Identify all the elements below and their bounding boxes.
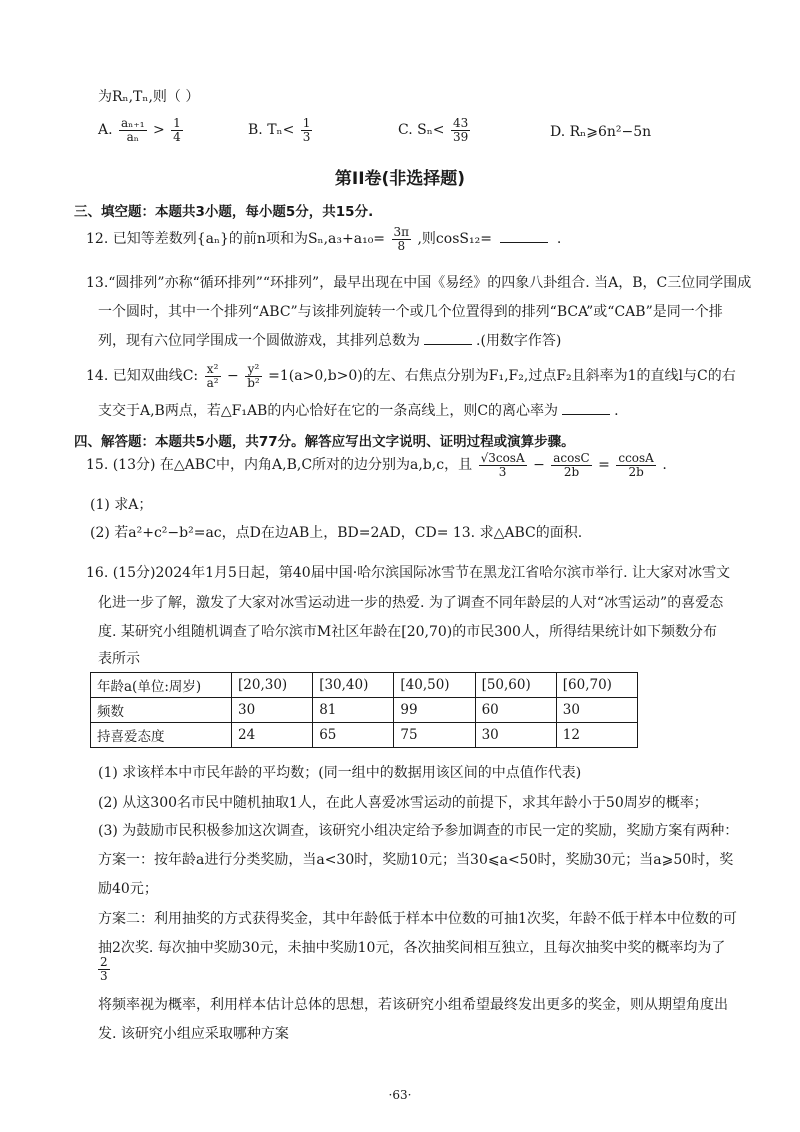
q16-plan-2-a: 方案二：利用抽奖的方式获得奖金，其中年龄低于样本中位数的可抽1次奖，年龄不低于样本中位数的可 [98, 911, 737, 927]
q16-sub-1: (1) 求该样本中市民年龄的平均数；(同一组中的数据用该区间的中点值作代表) [98, 765, 582, 781]
table-cell: 99 [394, 698, 475, 723]
q12-answer-blank[interactable] [500, 241, 548, 243]
option-a-rhs-fraction: $\frac{1}{4}$ [173, 116, 181, 144]
table-header-row [91, 673, 638, 698]
page-number: ·63· [388, 1088, 412, 1102]
q11-option-a[interactable] [98, 117, 185, 143]
q11-tail: 为Rₙ,Tₙ,则（ ） [98, 89, 200, 105]
option-a-fraction: $\frac{\text{aₙ₊₁}}{\text{aₙ}}$ [121, 116, 145, 144]
q16-final-a: 将频率视为概率，利用样本估计总体的思想，若该研究小组希望最终发出更多的奖金，则从期望角度出 [98, 997, 728, 1013]
table-cell: 30 [232, 698, 313, 723]
option-c-text: Sₙ< [417, 122, 445, 139]
q16-line-2: 化进一步了解，激发了大家对冰雪运动进一步的热爱. 为了调查不同年龄层的人对“冰雪运动”的喜爱态 [98, 595, 724, 611]
q15-fraction-1: $\frac{√3\cos A}{3}$ [480, 451, 525, 479]
q16-sub-3: (3) 为鼓励市民积极参加这次调查，该研究小组决定给予参加调查的市民一定的奖励，奖励方案有两种： [98, 823, 739, 839]
question-14-line-1: 14. 已知双曲线C: $\frac{\text{x²}}{\text{a²}}$ − $\frac{\text{y²}}{\text{b²}}$ =1(a>0,b>0)的左、右焦点分别为F₁,F₂,过点F₂且斜率为1的直线l与C的右 [86, 362, 736, 390]
frequency-table [90, 672, 638, 748]
option-c-fraction: $\frac{43}{39}$ [452, 116, 469, 144]
table-cell: 频数 [91, 698, 232, 723]
q13-answer-blank[interactable] [424, 343, 472, 345]
q16-sub-2: (2) 从这300名市民中随机抽取1人，在此人喜爱冰雪运动的前提下，求其年龄小于50周岁的概率； [98, 795, 708, 811]
q14-answer-blank[interactable] [562, 413, 610, 415]
q14-y-fraction: $\frac{\text{y²}}{\text{b²}}$ [247, 362, 260, 390]
q16-plan-1-b: 励40元； [98, 881, 158, 897]
table-cell: 24 [232, 723, 313, 748]
table-cell: 持喜爱态度 [91, 723, 232, 748]
q12-stem: 12. 已知等差数列{aₙ}的前n项和为Sₙ,a₃+a₁₀= [86, 231, 386, 248]
q11-option-b[interactable] [248, 117, 314, 143]
table-header-cell: [40,50) [394, 673, 475, 698]
q11-option-c[interactable] [398, 117, 472, 143]
q13-line-2: 一个圆时，其中一个排列“ABC”与该排列旋转一个或几个位置得到的排列“BCA”或“CAB”是同一个排 [98, 304, 723, 320]
option-b-fraction: $\frac{1}{3}$ [302, 116, 311, 144]
option-b-text: Tₙ< [267, 122, 295, 139]
q15-fraction-2: $\frac{acosC}{2b}$ [553, 451, 590, 479]
q13-line-1: 13.“圆排列”亦称“循环排列”“环排列”，最早出现在中国《易经》的四象八卦组合. 当A，B，C三位同学围成 [86, 275, 752, 291]
table-header-cell: 年龄a(单位:周岁) [91, 673, 232, 698]
table-row [91, 723, 638, 748]
q14-x-fraction: $\frac{\text{x²}}{\text{a²}}$ [206, 362, 219, 390]
option-b-label: B. [248, 122, 263, 139]
q12-ask: ,则cosS₁₂= [417, 231, 492, 248]
option-c-label: C. [398, 122, 413, 139]
q16-line-3: 度. 某研究小组随机调查了哈尔滨市M社区年龄在[20,70)的市民300人，所得结果统计如下频数分布 [98, 624, 717, 640]
q15-fraction-3: $\frac{ccosA}{2b}$ [618, 451, 654, 479]
q16-line-1: 16. (15分)2024年1月5日起，第40届中国·哈尔滨国际冰雪节在黑龙江省哈尔滨市举行. 让大家对冰雪文 [86, 565, 731, 581]
table-cell: 30 [475, 723, 556, 748]
part3-heading: 三、填空题：本题共3小题，每小题5分，共15分. [74, 204, 374, 220]
q16-probability-fraction: $\frac{2}{3}$ [100, 955, 108, 983]
q12-fraction: $\frac{3\pi}{8}$ [393, 225, 410, 253]
table-cell: 75 [394, 723, 475, 748]
table-cell: 81 [313, 698, 394, 723]
question-15-stem: 15. (13分) 在△ABC中，内角A,B,C所对的边分别为a,b,c，且 $\frac{√3\cos A}{3}$ − $\frac{acosC}{2b}$ = $\frac{ccosA}{2b}$ . [86, 451, 667, 479]
question-12: 12. 已知等差数列{aₙ}的前n项和为Sₙ,a₃+a₁₀= $\frac{3\pi}{8}$ ,则cosS₁₂= . [86, 225, 562, 253]
q13-line-3: 列，现有六位同学围成一个圆做游戏，其排列总数为 .(用数字作答) [98, 333, 562, 349]
q15-sub-1: (1) 求A； [90, 497, 153, 513]
q15-sub-2: (2) 若a²+c²−b²=ac，点D在边AB上，BD=2AD，CD= 13. 求△ABC的面积. [90, 525, 583, 541]
table-header-cell: [60,70) [556, 673, 637, 698]
q16-plan-1-a: 方案一：按年龄a进行分类奖励，当a<30时，奖励10元；当30⩽a<50时，奖励30元；当a⩾50时，奖 [98, 852, 734, 868]
section-title: 第II卷(非选择题) [334, 169, 466, 189]
table-cell: 65 [313, 723, 394, 748]
option-a-relation: > [152, 122, 165, 139]
table-header-cell: [50,60) [475, 673, 556, 698]
table-cell: 12 [556, 723, 637, 748]
table-cell: 30 [556, 698, 637, 723]
q16-plan-2-b: 抽2次奖. 每次抽中奖励30元，未抽中奖励10元，各次抽奖间相互独立，且每次抽奖中奖的概率均为了 [98, 940, 726, 956]
table-row [91, 698, 638, 723]
q14-line-2: 支交于A,B两点，若△F₁AB的内心恰好在它的一条高线上，则C的离心率为 . [98, 403, 619, 419]
option-a-label: A. [98, 122, 113, 139]
q11-option-d[interactable]: D. Rₙ⩾6n²−5n [550, 124, 652, 140]
q16-final-b: 发. 该研究小组应采取哪种方案 [98, 1026, 289, 1042]
q16-line-4: 表所示 [98, 651, 140, 667]
part4-heading: 四、解答题：本题共5小题，共77分。解答应写出文字说明、证明过程或演算步骤。 [74, 434, 575, 450]
table-header-cell: [30,40) [313, 673, 394, 698]
table-header-cell: [20,30) [232, 673, 313, 698]
table-cell: 60 [475, 698, 556, 723]
